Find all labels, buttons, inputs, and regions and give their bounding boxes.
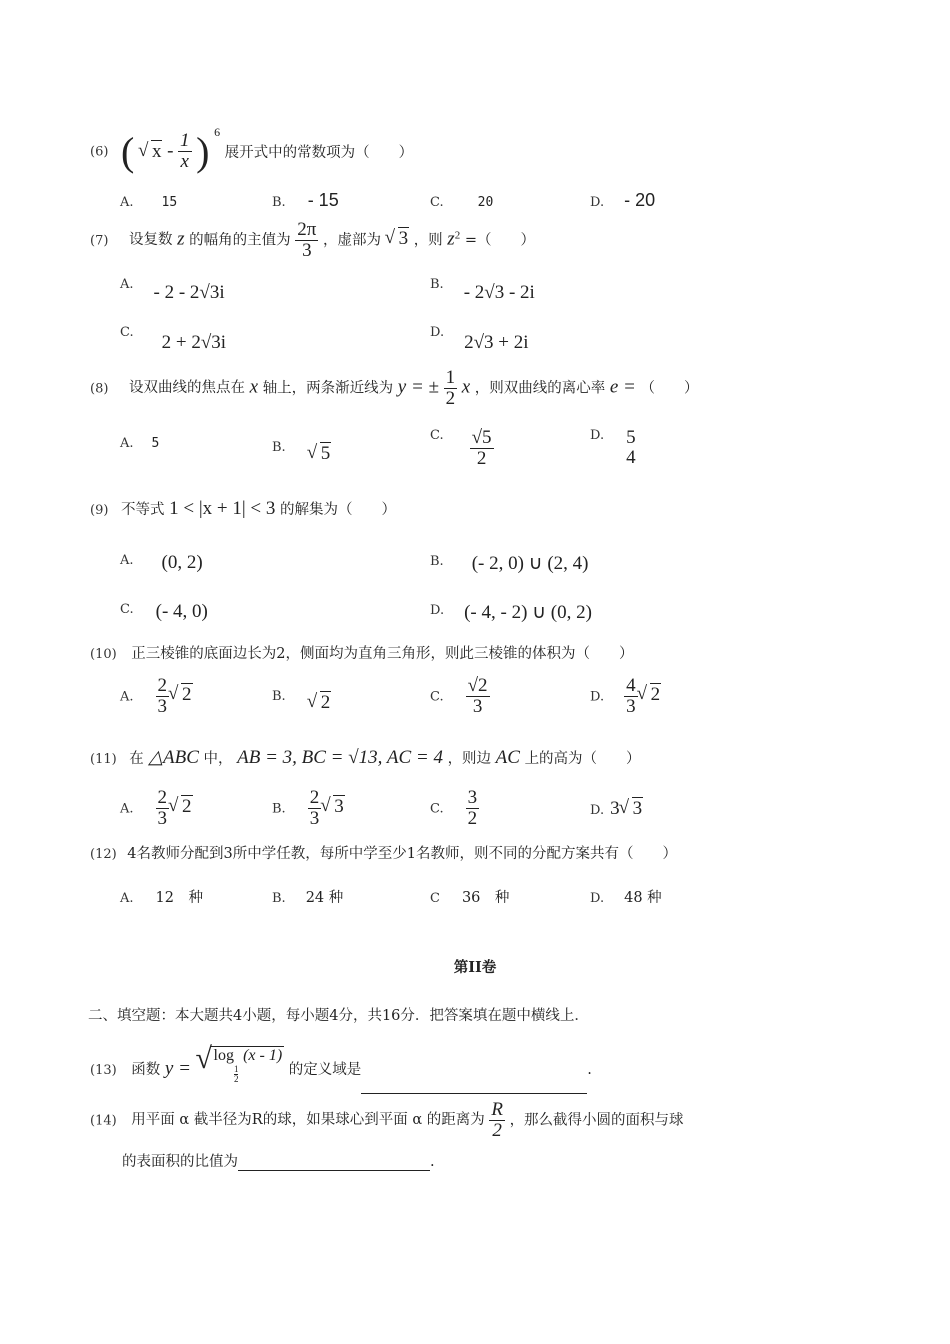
question-13: (13) 函数 y = √ log $\frac{1}{2}$ (x - 1) 的定义域是 . bbox=[90, 1046, 592, 1094]
option-b[interactable]: B. - 15 bbox=[272, 190, 339, 210]
question-text: 用平面 α 截半径为R的球，如果球心到平面 α 的距离为 bbox=[131, 1112, 485, 1129]
side-ac: AC bbox=[495, 747, 520, 768]
expr-left: y = ± bbox=[397, 376, 439, 398]
question-text-2: 的幅角的主值为 bbox=[189, 232, 291, 249]
question-text-3: 的表面积的比值为 bbox=[122, 1154, 238, 1170]
question-text-4: （ ） bbox=[640, 380, 699, 397]
question-number: (6) bbox=[90, 144, 109, 160]
option-d[interactable]: D. 2√3 + 2i bbox=[430, 325, 529, 353]
question-text-2: 中， bbox=[203, 751, 233, 767]
question-text-3: ，则双曲线的离心率 bbox=[474, 380, 606, 397]
section-title: 第II卷 bbox=[453, 959, 497, 976]
option-b[interactable]: B.√ 2 bbox=[272, 684, 331, 706]
option-d[interactable]: D. 5 4 bbox=[590, 427, 636, 468]
option-d[interactable]: D. $\frac{4}{3}$ √ 2 bbox=[590, 676, 661, 717]
sqrt-log: √ log $\frac{1}{2}$ (x - 1) bbox=[196, 1046, 285, 1094]
question-14 bbox=[90, 1100, 684, 1141]
question-8 bbox=[90, 368, 698, 409]
question-text: 在 bbox=[129, 751, 144, 767]
option-a[interactable]: A. (0, 2) bbox=[120, 552, 203, 573]
fraction: $\frac{2\pi}{3}$ bbox=[297, 219, 317, 261]
question-6 bbox=[90, 124, 414, 175]
side-lengths: AB = 3, BC = √13, AC = 4 bbox=[237, 747, 443, 768]
question-number: (12) bbox=[90, 847, 117, 862]
option-c[interactable]: C. $\frac{√5}{2}$ bbox=[430, 427, 492, 469]
question-number: (7) bbox=[90, 233, 109, 249]
answer-blank[interactable] bbox=[238, 1170, 430, 1171]
question-text: 设复数 bbox=[129, 232, 173, 249]
question-12 bbox=[90, 842, 677, 863]
question-number: (8) bbox=[90, 381, 109, 397]
option-b[interactable]: B. 24 种 bbox=[272, 890, 344, 906]
question-text: 设双曲线的焦点在 bbox=[129, 380, 246, 397]
question-9 bbox=[90, 498, 396, 520]
inequality: 1 < |x + 1| < 3 bbox=[169, 498, 276, 519]
answer-blank[interactable] bbox=[361, 1093, 587, 1094]
option-b[interactable]: B.√ 5 bbox=[272, 435, 331, 457]
question-text: 4名教师分配到3所中学任教，每所中学至少1名教师，则不同的分配方案共有（ ） bbox=[127, 846, 677, 862]
option-a[interactable]: A. 12 种 bbox=[120, 890, 203, 906]
option-a[interactable]: A. 5 bbox=[120, 436, 160, 451]
question-text: 函数 bbox=[131, 1062, 161, 1078]
option-c[interactable]: C. $\frac{3}{2}$ bbox=[430, 787, 478, 829]
question-11 bbox=[90, 746, 641, 769]
option-d[interactable]: D. 3√ 3 bbox=[590, 798, 643, 820]
option-d[interactable]: D. 48 种 bbox=[590, 890, 662, 906]
option-a[interactable]: A. $\frac{2}{3}$ √ 2 bbox=[120, 788, 193, 829]
question-text-2: 的定义域是 bbox=[288, 1062, 362, 1078]
option-b[interactable]: B. - 2√3 - 2i bbox=[430, 277, 535, 303]
question-text: 展开式中的常数项为（ ） bbox=[224, 145, 414, 161]
fraction: $\frac{R}{2}$ bbox=[491, 1099, 503, 1141]
option-c[interactable]: C. 2 + 2√3i bbox=[120, 325, 227, 353]
option-c[interactable]: C. 20 bbox=[430, 195, 494, 210]
option-c[interactable]: C 36 种 bbox=[430, 890, 510, 906]
question-text-3: ，则边 bbox=[447, 751, 492, 767]
var-e: e = bbox=[609, 376, 636, 398]
question-10 bbox=[90, 642, 634, 663]
question-number: (11) bbox=[90, 752, 117, 767]
expr-right: x bbox=[461, 376, 471, 398]
question-text-2: 轴上，两条渐近线为 bbox=[262, 380, 394, 397]
option-a[interactable]: A. $\frac{2}{3}$ √ 2 bbox=[120, 676, 193, 717]
option-c[interactable]: C. (- 4, 0) bbox=[120, 601, 208, 622]
question-text: 不等式 bbox=[121, 502, 165, 518]
question-text-3: ，虚部为 bbox=[322, 232, 381, 249]
question-text-4: 上的高为（ ） bbox=[524, 751, 641, 767]
option-a[interactable]: A. - 2 - 2√3i bbox=[120, 277, 225, 303]
option-b[interactable]: B. (- 2, 0) ∪ (2, 4) bbox=[430, 553, 589, 574]
triangle: △ABC bbox=[148, 747, 199, 768]
question-text-2: ，那么截得小圆的面积与球 bbox=[509, 1112, 684, 1129]
fraction: $\frac{1}{2}$ bbox=[445, 367, 456, 409]
sqrt: √ 3 bbox=[386, 228, 410, 250]
var-x: x bbox=[249, 376, 259, 398]
expr: z bbox=[447, 228, 455, 250]
option-b[interactable]: B. $\frac{2}{3}$ √ 3 bbox=[272, 788, 345, 829]
question-text-5: =（ ） bbox=[464, 232, 535, 249]
expr-left: y = bbox=[164, 1058, 191, 1079]
question-text-4: ，则 bbox=[413, 232, 443, 249]
question-text-2: 的解集为（ ） bbox=[280, 502, 397, 518]
section-heading: 二、填空题：本大题共4小题，每小题4分，共16分．把答案填在题中横线上． bbox=[88, 1008, 589, 1024]
option-a[interactable]: A. 15 bbox=[120, 195, 178, 210]
option-c[interactable]: C. $\frac{√2}{3}$ bbox=[430, 675, 488, 717]
expression: ( √ x - $\frac{1}{x}$ ) $^6$ bbox=[121, 128, 220, 175]
question-number: (10) bbox=[90, 647, 117, 662]
question-number: (13) bbox=[90, 1063, 117, 1078]
var-z: z bbox=[177, 228, 185, 250]
question-7: (7) 设复数 z 的幅角的主值为 $\frac{2\pi}{3}$ ，虚部为 √ 3 ，则 $z^2$ =（ ） bbox=[90, 220, 535, 261]
option-d[interactable]: D. (- 4, - 2) ∪ (0, 2) bbox=[430, 602, 592, 623]
question-number: (9) bbox=[90, 503, 109, 518]
option-d[interactable]: D. - 20 bbox=[590, 190, 656, 210]
question-number: (14) bbox=[90, 1113, 117, 1129]
question-14-line2: 的表面积的比值为 . bbox=[122, 1154, 435, 1170]
question-text: 正三棱锥的底面边长为2，侧面均为直角三角形，则此三棱锥的体积为（ ） bbox=[131, 646, 634, 662]
